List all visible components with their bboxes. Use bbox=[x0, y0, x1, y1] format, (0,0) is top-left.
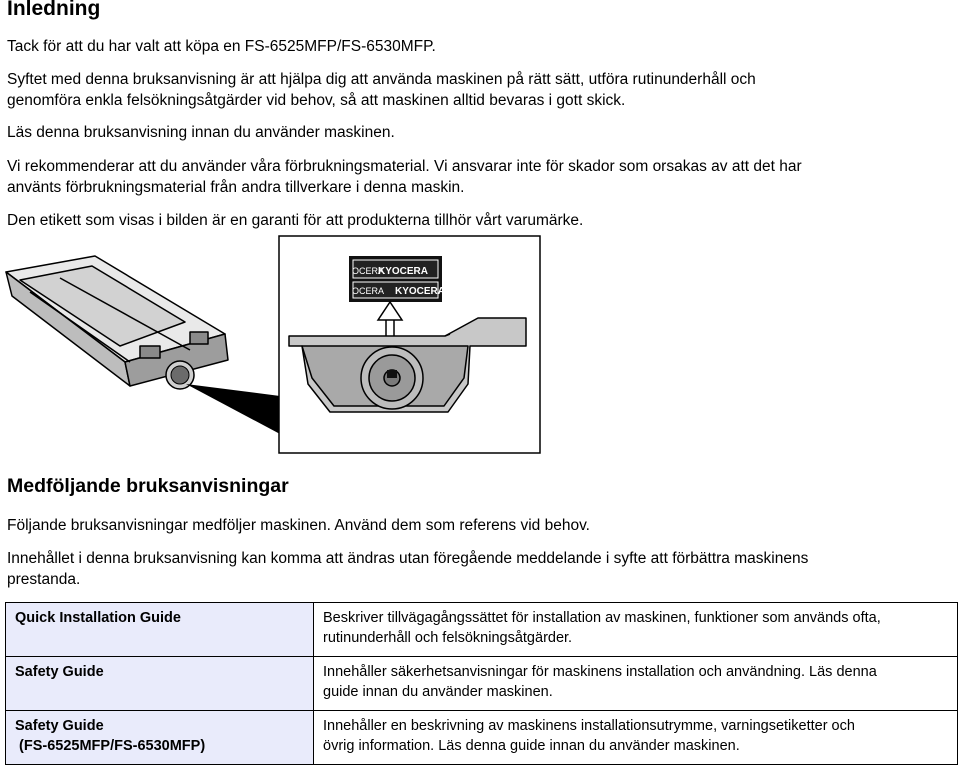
text-line: genomföra enkla felsökningsåtgärder vid behov, så att maskinen alltid bevaras i gott skick. bbox=[7, 92, 626, 109]
table-row bbox=[6, 711, 958, 765]
intro-paragraph-purpose bbox=[7, 69, 952, 111]
text-line: Syftet med denna bruksanvisning är att hjälpa dig att använda maskinen på rätt sätt, utföra rutinunderhåll och bbox=[7, 71, 756, 88]
manual-description-cell bbox=[314, 711, 958, 765]
manuals-paragraph-intro: Följande bruksanvisningar medföljer maskinen. Använd dem som referens vid behov. bbox=[7, 517, 590, 534]
manuals-table bbox=[5, 602, 958, 765]
manual-description-line: guide innan du använder maskinen. bbox=[323, 684, 553, 700]
manual-description-cell bbox=[314, 657, 958, 711]
intro-paragraph-thanks: Tack för att du har valt att köpa en FS-6525MFP/FS-6530MFP. bbox=[7, 38, 436, 55]
svg-text:KYOCERA: KYOCERA bbox=[395, 286, 446, 297]
table-row bbox=[6, 603, 958, 657]
toner-cartridge-drawing bbox=[6, 256, 228, 386]
text-line: Vi rekommenderar att du använder våra förbrukningsmaterial. Vi ansvarar inte för skador som orsakas av att det har bbox=[7, 158, 802, 175]
text-line: prestanda. bbox=[7, 571, 81, 588]
manual-name: Safety Guide bbox=[15, 664, 104, 680]
text-line: Innehållet i denna bruksanvisning kan komma att ändras utan föregående meddelande i syfte att förbättra maskinens bbox=[7, 550, 809, 567]
manual-name-sub: (FS-6525MFP/FS-6530MFP) bbox=[15, 738, 206, 754]
intro-paragraph-consumables bbox=[7, 156, 952, 198]
section-title-manuals: Medföljande bruksanvisningar bbox=[7, 475, 289, 497]
text-line: använts förbrukningsmaterial från andra tillverkare i denna maskin. bbox=[7, 179, 465, 196]
manuals-paragraph-change-notice bbox=[7, 548, 952, 590]
svg-text:OCERA: OCERA bbox=[352, 266, 385, 276]
manual-description-cell bbox=[314, 603, 958, 657]
toner-illustration bbox=[0, 234, 960, 454]
intro-paragraph-label: Den etikett som visas i bilden är en garanti för att produkterna tillhör vårt varumärke. bbox=[7, 212, 584, 229]
manual-description-line: Beskriver tillvägagångssättet för installation av maskinen, funktioner som används ofta, bbox=[323, 610, 881, 626]
table-row bbox=[6, 657, 958, 711]
manual-name: Safety Guide bbox=[15, 718, 104, 734]
zoom-pointer-drawing bbox=[186, 384, 280, 434]
manual-name: Quick Installation Guide bbox=[15, 610, 181, 626]
kyocera-label-drawing bbox=[349, 256, 445, 302]
svg-text:KYOCERA: KYOCERA bbox=[378, 266, 429, 277]
manual-description-line: Innehåller en beskrivning av maskinens installationsutrymme, varningsetiketter och bbox=[323, 718, 855, 734]
manual-name-cell bbox=[6, 657, 314, 711]
intro-paragraph-read-first: Läs denna bruksanvisning innan du använder maskinen. bbox=[7, 124, 395, 141]
manual-description-line: övrig information. Läs denna guide innan du använder maskinen. bbox=[323, 738, 740, 754]
manual-name-cell bbox=[6, 711, 314, 765]
manual-description-line: rutinunderhåll och felsökningsåtgärder. bbox=[323, 630, 573, 646]
svg-text:OCERA: OCERA bbox=[352, 286, 385, 296]
manual-description-line: Innehåller säkerhetsanvisningar för maskinens installation och användning. Läs denna bbox=[323, 664, 877, 680]
manual-name-cell bbox=[6, 603, 314, 657]
toner-label-figure bbox=[0, 234, 960, 454]
page-title: Inledning bbox=[7, 0, 101, 20]
